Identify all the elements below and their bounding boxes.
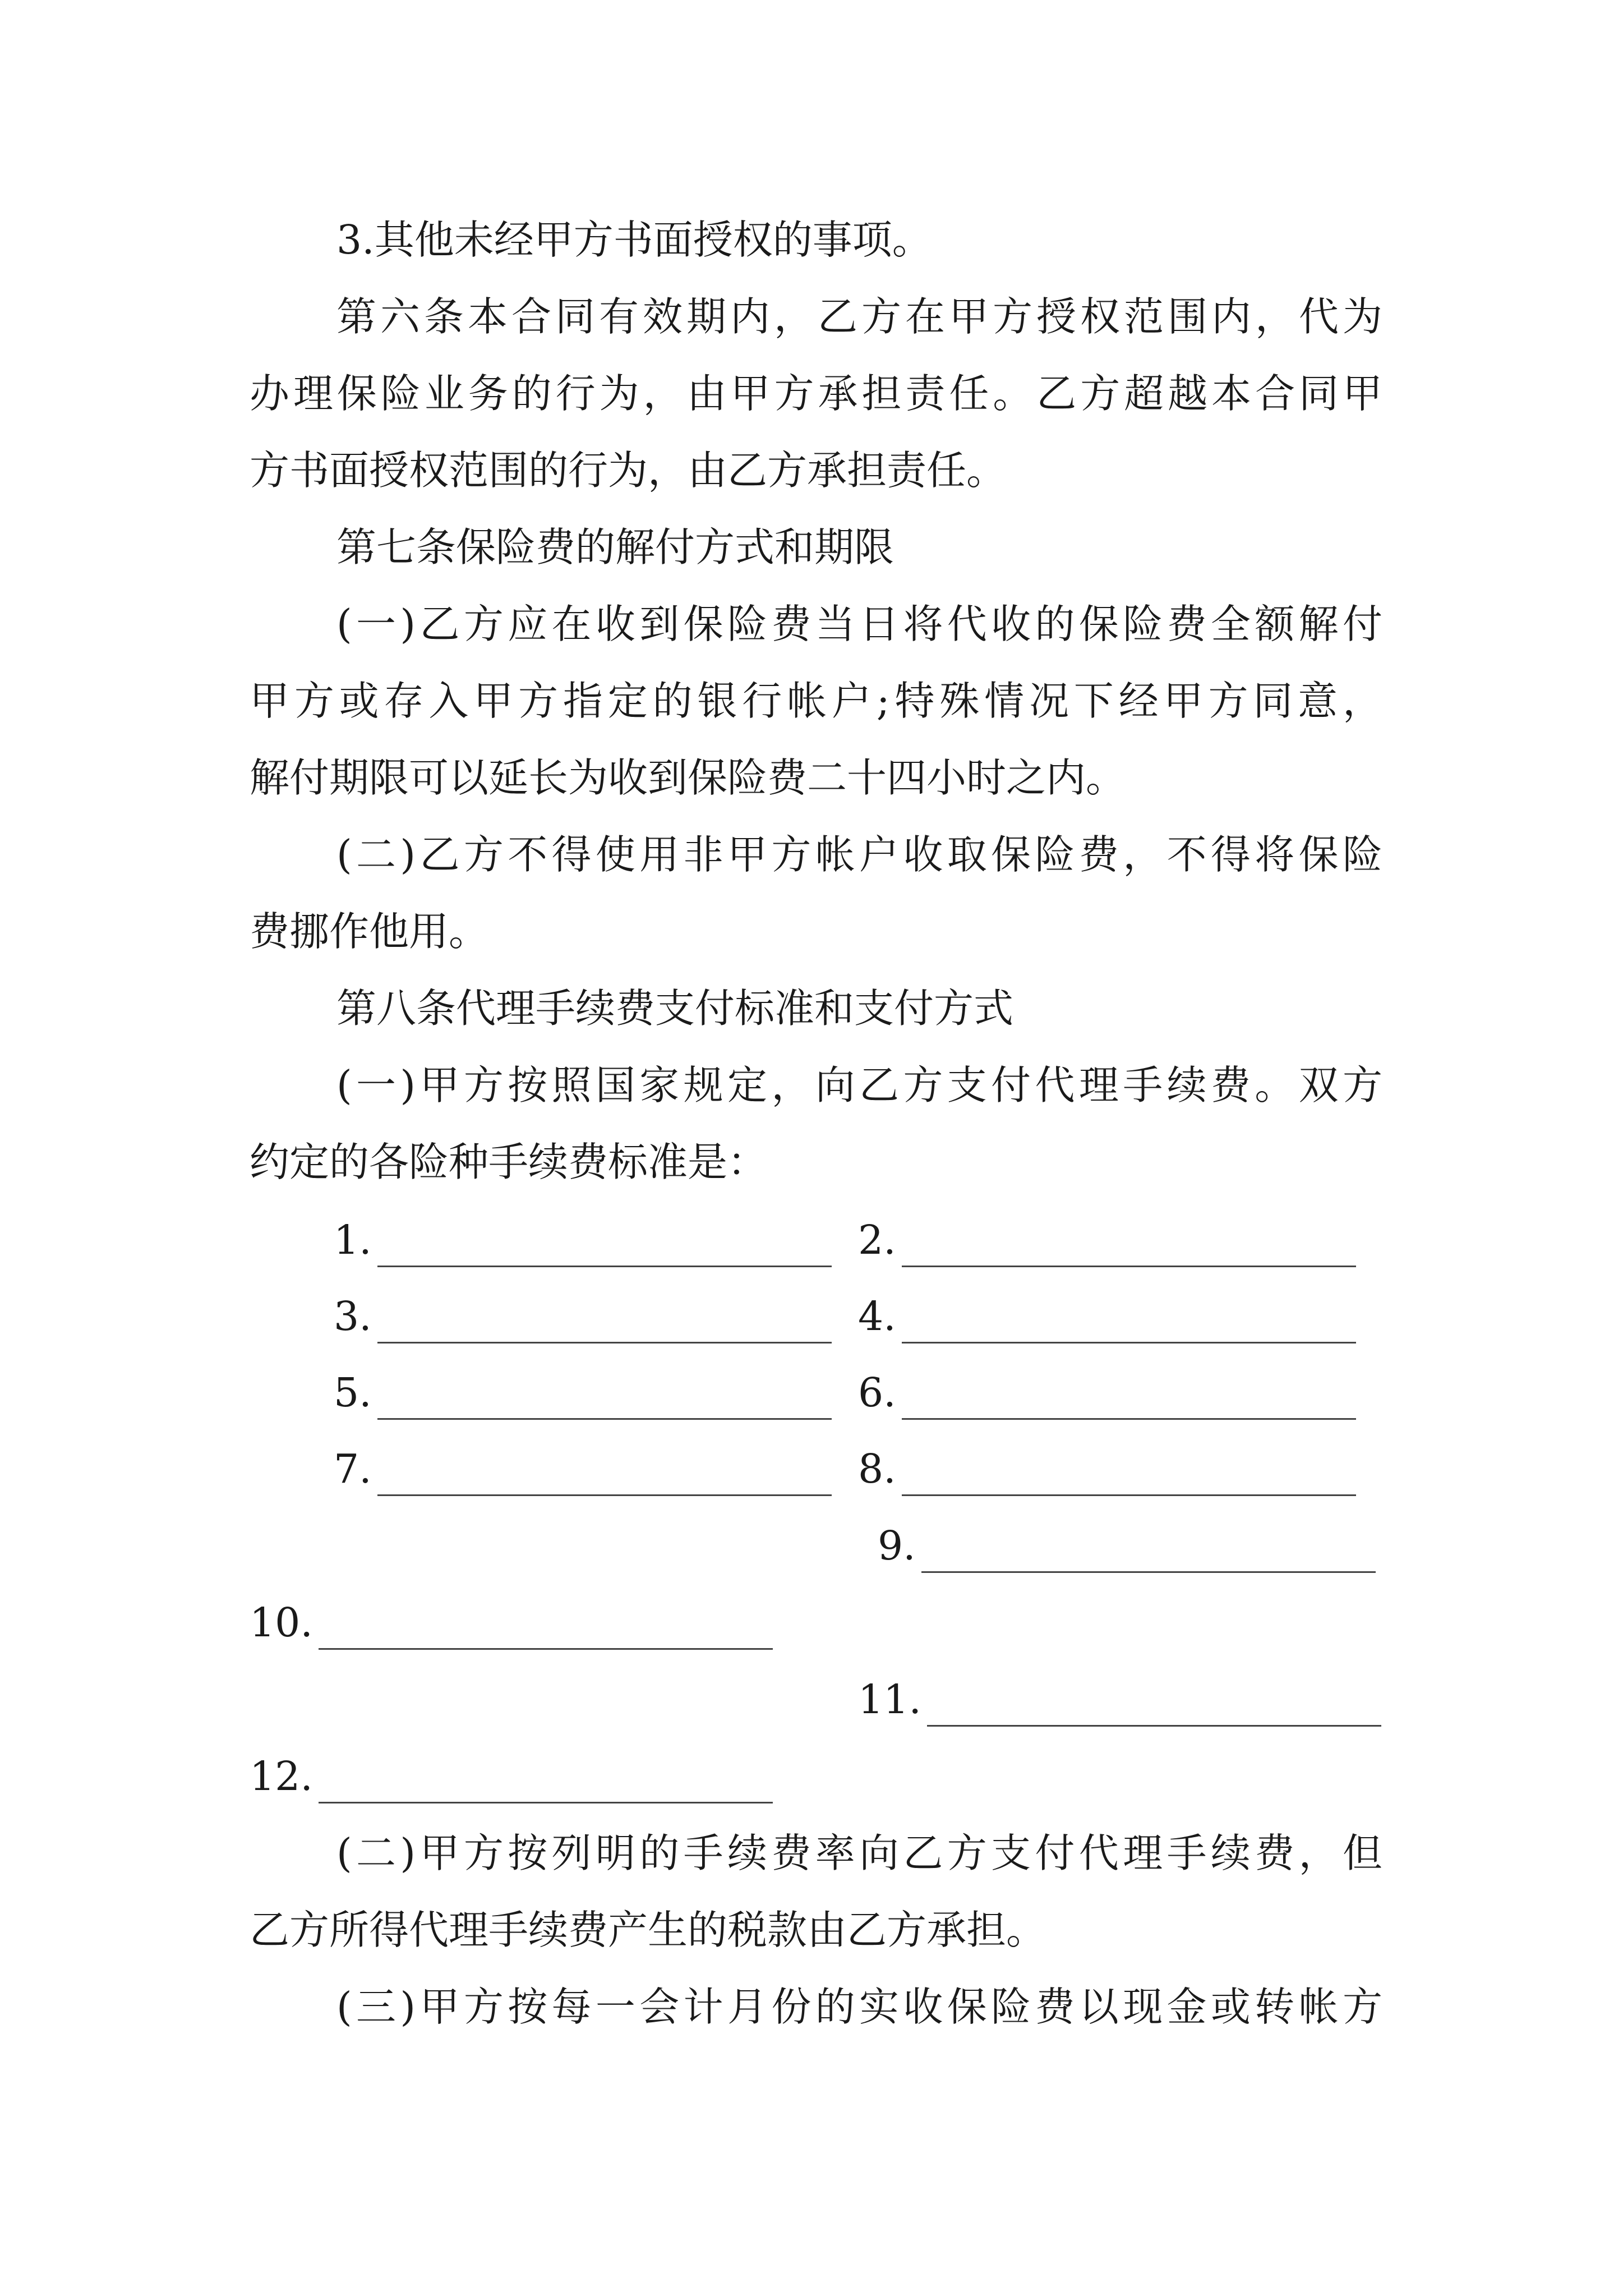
- fee-number: 10.: [250, 1599, 313, 1646]
- fill-in-line: [319, 1609, 773, 1650]
- fill-in-line: [319, 1763, 773, 1803]
- article-8-item-2-line-1: (二)甲方按列明的手续费率向乙方支付代理手续费，但: [336, 1830, 1382, 1876]
- fee-blank-12: [250, 1750, 773, 1803]
- fill-in-line: [902, 1379, 1356, 1420]
- article-8-item-1-line-2: 约定的各险种手续费标准是：: [250, 1139, 768, 1185]
- article-7-heading: 第七条保险费的解付方式和期限: [336, 524, 895, 570]
- fee-number: 4.: [858, 1293, 896, 1340]
- fee-blank-7: [334, 1442, 832, 1496]
- article-6-line-1: 第六条本合同有效期内，乙方在甲方授权范围内，代为: [336, 293, 1382, 340]
- fee-blank-9: [878, 1519, 1376, 1573]
- fee-number: 11.: [858, 1676, 921, 1723]
- fill-in-line: [902, 1455, 1356, 1496]
- article-7-item-2-line-1: (二)乙方不得使用非甲方帐户收取保险费，不得将保险: [336, 831, 1382, 878]
- fee-blank-10: [250, 1596, 773, 1650]
- fee-blank-11: [858, 1673, 1381, 1727]
- article-7-item-2-line-2: 费挪作他用。: [250, 908, 489, 955]
- fill-in-line: [377, 1455, 832, 1496]
- fee-blank-3: [334, 1290, 832, 1343]
- fee-blank-2: [858, 1213, 1356, 1267]
- article-7-item-1-line-1: (一)乙方应在收到保险费当日将代收的保险费全额解付: [336, 601, 1382, 647]
- fill-in-line: [377, 1379, 832, 1420]
- article-7-item-1-line-2: 甲方或存入甲方指定的银行帐户;特殊情况下经甲方同意，: [250, 678, 1382, 724]
- fee-number: 7.: [334, 1446, 372, 1492]
- fill-in-line: [921, 1532, 1376, 1573]
- fee-blank-4: [858, 1290, 1356, 1343]
- clause-5-item-3: 3.其他未经甲方书面授权的事项。: [336, 217, 932, 263]
- article-8-item-3-line-1: (三)甲方按每一会计月份的实收保险费以现金或转帐方: [336, 1984, 1382, 2030]
- fill-in-line: [902, 1303, 1356, 1343]
- article-8-item-1-line-1: (一)甲方按照国家规定，向乙方支付代理手续费。双方: [336, 1062, 1382, 1108]
- fill-in-line: [377, 1303, 832, 1343]
- fee-blank-5: [334, 1366, 832, 1420]
- fee-number: 8.: [858, 1446, 896, 1492]
- fee-number: 1.: [334, 1217, 372, 1263]
- fee-number: 12.: [250, 1753, 313, 1800]
- article-7-item-1-line-3: 解付期限可以延长为收到保险费二十四小时之内。: [250, 754, 1126, 801]
- article-8-item-2-line-2: 乙方所得代理手续费产生的税款由乙方承担。: [250, 1907, 1046, 1953]
- article-6-line-3: 方书面授权范围的行为，由乙方承担责任。: [250, 447, 1007, 494]
- fee-blank-1: [334, 1213, 832, 1267]
- fill-in-line: [927, 1686, 1381, 1727]
- fee-number: 9.: [878, 1522, 916, 1569]
- article-8-heading: 第八条代理手续费支付标准和支付方式: [336, 985, 1014, 1032]
- fill-in-line: [377, 1226, 832, 1267]
- fee-blank-8: [858, 1442, 1356, 1496]
- fee-number: 2.: [858, 1217, 896, 1263]
- fee-number: 3.: [334, 1293, 372, 1340]
- fee-blank-6: [858, 1366, 1356, 1420]
- article-6-line-2: 办理保险业务的行为，由甲方承担责任。乙方超越本合同甲: [250, 370, 1382, 417]
- fee-number: 6.: [858, 1369, 896, 1416]
- fill-in-line: [902, 1226, 1356, 1267]
- fee-number: 5.: [334, 1369, 372, 1416]
